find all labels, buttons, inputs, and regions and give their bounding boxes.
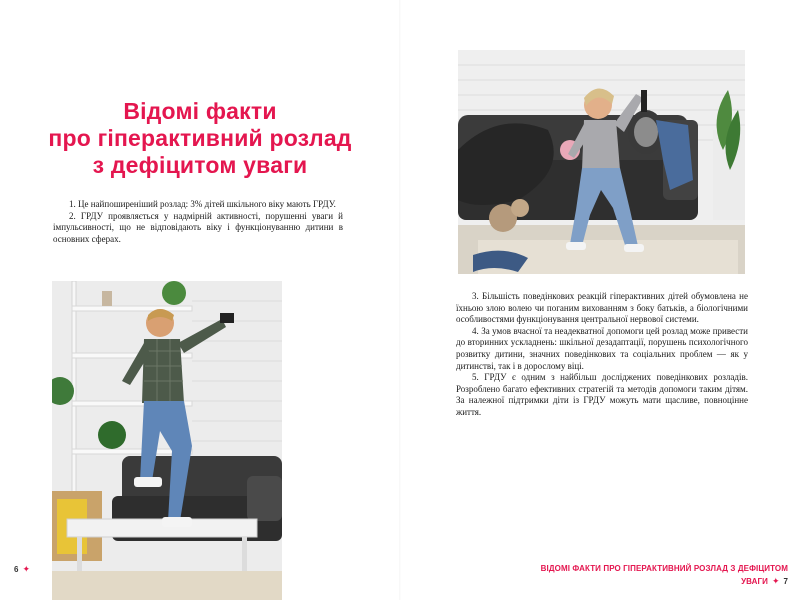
title-line-1: Відомі факти bbox=[123, 98, 277, 124]
girl-with-pan-photo bbox=[458, 50, 745, 274]
title-line-2: про гіперактивний розлад bbox=[48, 125, 352, 151]
page-number-right: 7 bbox=[783, 577, 788, 586]
fact-paragraph-2: 2. ГРДУ проявляється у надмірній активності, порушенні уваги й імпульсивності, що не відповідають віку і функціонуванню дитини в основних сферах. bbox=[53, 210, 343, 244]
star-ornament-icon: ✦ bbox=[22, 564, 30, 574]
right-footer bbox=[530, 563, 788, 586]
star-ornament-icon: ✦ bbox=[772, 576, 780, 586]
running-title: ВІДОМІ ФАКТИ ПРО ГІПЕРАКТИВНИЙ РОЗЛАД З ДЕФІЦИТОМ УВАГИ bbox=[540, 564, 788, 586]
fact-paragraph-1: 1. Це найпоширеніший розлад: 3% дітей шкільного віку мають ГРДУ. bbox=[69, 199, 336, 209]
fact-paragraph-5: 5. ГРДУ є одним з найбільш досліджених поведінкових розладів. Розроблено багато ефективних стратегій та методів допомоги таким дітям. За належної підтримки діти із ГРДУ можуть мати щасливе, повноцінне життя. bbox=[456, 372, 748, 417]
right-body-text bbox=[456, 291, 748, 419]
fact-paragraph-4: 4. За умов вчасної та неадекватної допомоги цей розлад може привести до вторинних ускладнень: шкільної дезадаптації, порушень психологічного розвитку дитини, значних поведінкових та соціальних проблем — як у дитинстві, так і в дорослому віці. bbox=[456, 325, 748, 371]
fact-paragraph-3: 3. Більшість поведінкових реакцій гіперактивних дітей обумовлена не їхньою злою волею чи поганим вихованням з боку батьків, а біологічними особливостями функціонування центральної нервової системи. bbox=[456, 291, 748, 325]
boy-jumping-photo bbox=[52, 281, 282, 600]
left-footer bbox=[14, 563, 54, 575]
left-body-text bbox=[53, 199, 343, 245]
page-title bbox=[40, 98, 360, 179]
title-line-3: з дефіцитом уваги bbox=[92, 152, 308, 178]
page-number-left: 6 bbox=[14, 565, 19, 574]
right-page bbox=[400, 0, 800, 600]
